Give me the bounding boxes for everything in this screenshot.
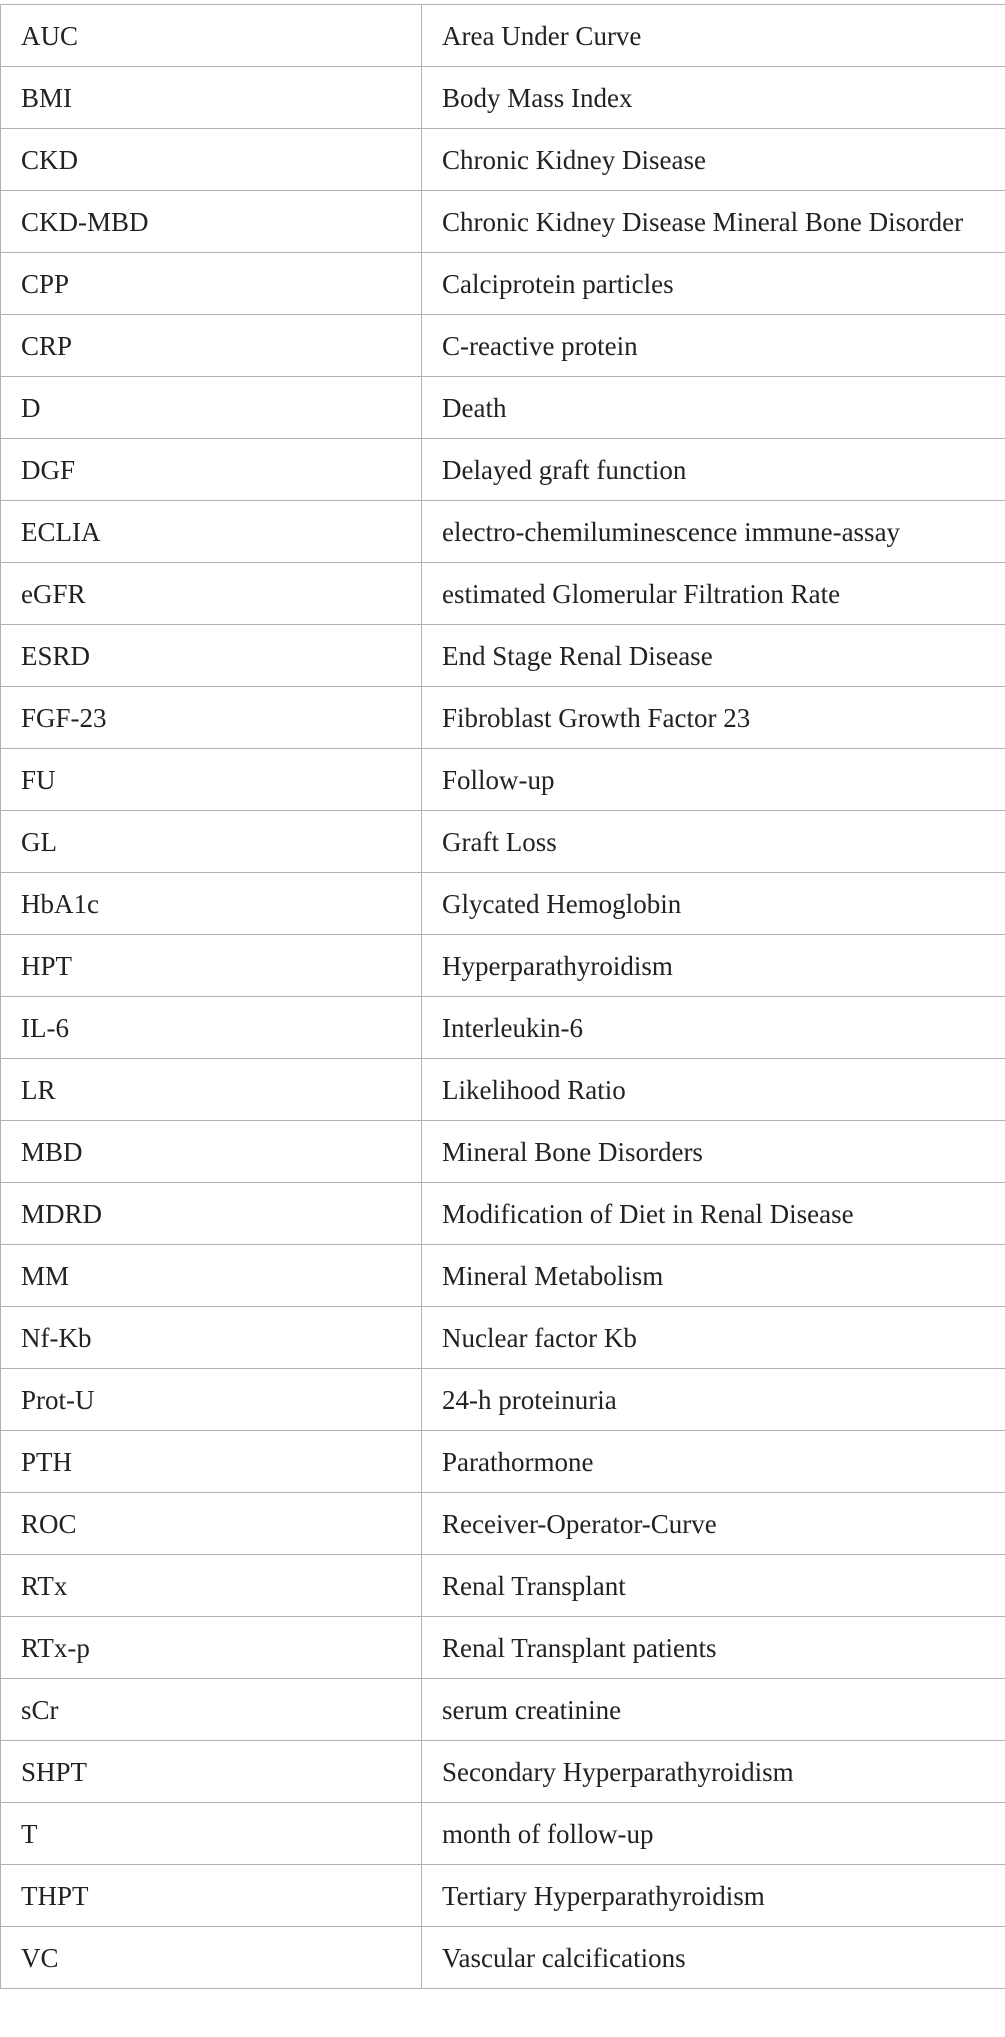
abbreviation-cell: AUC [1, 5, 422, 67]
abbreviation-cell: FGF-23 [1, 687, 422, 749]
table-row [1, 749, 1005, 811]
definition-cell: Body Mass Index [422, 67, 1005, 129]
table-row [1, 1493, 1005, 1555]
abbreviation-cell: CRP [1, 315, 422, 377]
table-row [1, 1741, 1005, 1803]
definition-cell: End Stage Renal Disease [422, 625, 1005, 687]
abbreviation-cell: DGF [1, 439, 422, 501]
abbreviation-cell: ECLIA [1, 501, 422, 563]
table-row [1, 1555, 1005, 1617]
abbreviation-cell: Nf-Kb [1, 1307, 422, 1369]
definition-cell: Death [422, 377, 1005, 439]
definition-cell: Glycated Hemoglobin [422, 873, 1005, 935]
abbreviation-cell: MBD [1, 1121, 422, 1183]
definition-cell: Renal Transplant patients [422, 1617, 1005, 1679]
abbreviation-cell: CPP [1, 253, 422, 315]
abbreviation-cell: T [1, 1803, 422, 1865]
definition-cell: estimated Glomerular Filtration Rate [422, 563, 1005, 625]
definition-cell: Nuclear factor Kb [422, 1307, 1005, 1369]
definition-cell: Mineral Bone Disorders [422, 1121, 1005, 1183]
abbreviation-cell: Prot-U [1, 1369, 422, 1431]
abbreviation-cell: ESRD [1, 625, 422, 687]
definition-cell: Hyperparathyroidism [422, 935, 1005, 997]
abbreviation-cell: ROC [1, 1493, 422, 1555]
definition-cell: Fibroblast Growth Factor 23 [422, 687, 1005, 749]
definition-cell: Mineral Metabolism [422, 1245, 1005, 1307]
table-row [1, 1679, 1005, 1741]
table-row [1, 191, 1005, 253]
abbreviation-cell: BMI [1, 67, 422, 129]
definition-cell: Receiver-Operator-Curve [422, 1493, 1005, 1555]
definition-cell: Area Under Curve [422, 5, 1005, 67]
table-row [1, 997, 1005, 1059]
definition-cell: Renal Transplant [422, 1555, 1005, 1617]
abbreviation-cell: IL-6 [1, 997, 422, 1059]
table-row [1, 935, 1005, 997]
definition-cell: month of follow-up [422, 1803, 1005, 1865]
definition-cell: Follow-up [422, 749, 1005, 811]
abbreviation-cell: PTH [1, 1431, 422, 1493]
table-row [1, 625, 1005, 687]
table-row [1, 1803, 1005, 1865]
abbreviation-cell: CKD-MBD [1, 191, 422, 253]
abbreviation-cell: MM [1, 1245, 422, 1307]
table-row [1, 873, 1005, 935]
definition-cell: serum creatinine [422, 1679, 1005, 1741]
table-row [1, 5, 1005, 67]
abbreviation-cell: SHPT [1, 1741, 422, 1803]
definition-cell: electro-chemiluminescence immune-assay [422, 501, 1005, 563]
table-row [1, 811, 1005, 873]
definition-cell: Delayed graft function [422, 439, 1005, 501]
abbreviation-cell: VC [1, 1927, 422, 1989]
abbreviation-cell: CKD [1, 129, 422, 191]
definition-cell: Chronic Kidney Disease Mineral Bone Disorder [422, 191, 1005, 253]
table-row [1, 1307, 1005, 1369]
definition-cell: Tertiary Hyperparathyroidism [422, 1865, 1005, 1927]
definition-cell: Parathormone [422, 1431, 1005, 1493]
table-row [1, 687, 1005, 749]
table-row [1, 563, 1005, 625]
abbreviation-cell: RTx [1, 1555, 422, 1617]
abbreviations-table [0, 4, 1005, 1989]
abbreviation-cell: HbA1c [1, 873, 422, 935]
abbreviation-cell: D [1, 377, 422, 439]
definition-cell: Graft Loss [422, 811, 1005, 873]
abbreviation-cell: MDRD [1, 1183, 422, 1245]
table-row [1, 315, 1005, 377]
table-row [1, 1059, 1005, 1121]
table-row [1, 253, 1005, 315]
definition-cell: Chronic Kidney Disease [422, 129, 1005, 191]
definition-cell: Secondary Hyperparathyroidism [422, 1741, 1005, 1803]
definition-cell: Interleukin-6 [422, 997, 1005, 1059]
table-row [1, 1183, 1005, 1245]
table-row [1, 1369, 1005, 1431]
table-row [1, 1121, 1005, 1183]
definition-cell: Vascular calcifications [422, 1927, 1005, 1989]
abbreviation-cell: HPT [1, 935, 422, 997]
table-row [1, 1865, 1005, 1927]
definition-cell: C-reactive protein [422, 315, 1005, 377]
abbreviation-cell: RTx-p [1, 1617, 422, 1679]
definition-cell: Modification of Diet in Renal Disease [422, 1183, 1005, 1245]
table-row [1, 1431, 1005, 1493]
table-row [1, 1617, 1005, 1679]
definition-cell: Calciprotein particles [422, 253, 1005, 315]
table-row [1, 377, 1005, 439]
abbreviations-table-body [1, 5, 1005, 1989]
table-row [1, 1245, 1005, 1307]
abbreviation-cell: sCr [1, 1679, 422, 1741]
abbreviation-cell: eGFR [1, 563, 422, 625]
table-row [1, 129, 1005, 191]
table-row [1, 501, 1005, 563]
abbreviation-cell: LR [1, 1059, 422, 1121]
definition-cell: Likelihood Ratio [422, 1059, 1005, 1121]
table-row [1, 439, 1005, 501]
definition-cell: 24-h proteinuria [422, 1369, 1005, 1431]
abbreviation-cell: THPT [1, 1865, 422, 1927]
table-row [1, 67, 1005, 129]
abbreviation-cell: FU [1, 749, 422, 811]
table-row [1, 1927, 1005, 1989]
abbreviation-cell: GL [1, 811, 422, 873]
